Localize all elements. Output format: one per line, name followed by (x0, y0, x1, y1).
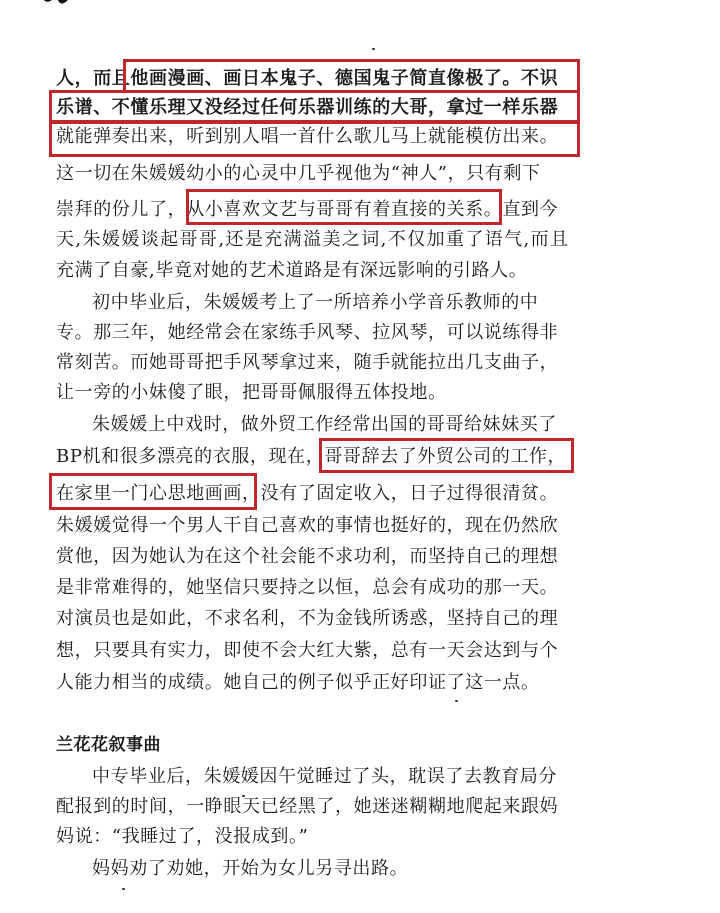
text-line: 专。那三年，她经常会在家练手风琴、拉风琴，可以说练得非 (56, 322, 559, 343)
text-line: 中专毕业后，朱媛媛因午觉睡过了头，耽误了去教育局分 (92, 766, 557, 787)
text-line: 让一旁的小妹傻了眼，把哥哥佩服得五体投地。 (56, 382, 447, 403)
text-line: BP机和很多漂亮的衣服，现在，哥哥辞去了外贸公司的工作， (56, 446, 567, 467)
text-line: 妈妈劝了劝她，开始为女儿另寻出路。 (92, 858, 409, 879)
section-heading: 兰花花叙事曲 (56, 735, 161, 755)
text-line: 天,朱媛媛谈起哥哥,还是充满溢美之词,不仅加重了语气,而且 (56, 229, 570, 250)
text-line: 人，而且他画漫画、画日本鬼子、德国鬼子简直像极了。不识 (56, 68, 559, 89)
text-line: 初中毕业后，朱媛媛考上了一所培养小学音乐教师的中 (92, 292, 539, 313)
text-line: 人能力相当的成绩。她自己的例子似乎正好印证了这一点。 (56, 672, 540, 693)
text-line: 对演员也是如此，不求名利，不为金钱所诱惑，坚持自己的理 (56, 608, 559, 629)
text-line: 配报到的时间，一睁眼天已经黑了，她迷迷糊糊地爬起来跟妈 (56, 796, 559, 817)
text-line: 乐谱、不懂乐理又没经过任何乐器训练的大哥，拿过一样乐器 (56, 97, 559, 118)
scan-speck (455, 700, 458, 702)
text-line: 赏他，因为她认为在这个社会能不求功利，而坚持自己的理想 (56, 546, 559, 567)
text-line: 想，只要具有实力，即使不会大红大紫，总有一天会达到与个 (56, 640, 559, 661)
text-line: 常刻苦。而她哥哥把手风琴拿过来，随手就能拉出几支曲子， (56, 352, 559, 373)
text-line: 就能弹奏出来，听到别人唱一首什么歌儿马上就能模仿出来。 (56, 126, 559, 147)
scan-speck (372, 48, 375, 50)
text-line: 这一切在朱媛媛幼小的心灵中几乎视他为“神人”，只有剩下 (56, 163, 541, 184)
ink-blot-mark (38, 0, 80, 8)
text-line: 在家里一门心思地画画，没有了固定收入，日子过得很清贫。 (56, 483, 559, 504)
text-line: 崇拜的份儿了，从小喜欢文艺与哥哥有着直接的关系。直到今 (56, 199, 559, 220)
text-line: 朱媛媛觉得一个男人干自己喜欢的事情也挺好的，现在仍然欣 (56, 515, 559, 536)
scan-speck (122, 888, 125, 890)
text-line: 朱媛媛上中戏时，做外贸工作经常出国的哥哥给妹妹买了 (92, 414, 557, 435)
text-line: 妈说：“我睡过了，没报成到。” (56, 826, 309, 847)
text-line: 充满了自豪,毕竟对她的艺术道路是有深远影响的引路人。 (56, 260, 528, 281)
text-line: 是非常难得的，她坚信只要持之以恒，总会有成功的那一天。 (56, 577, 559, 598)
